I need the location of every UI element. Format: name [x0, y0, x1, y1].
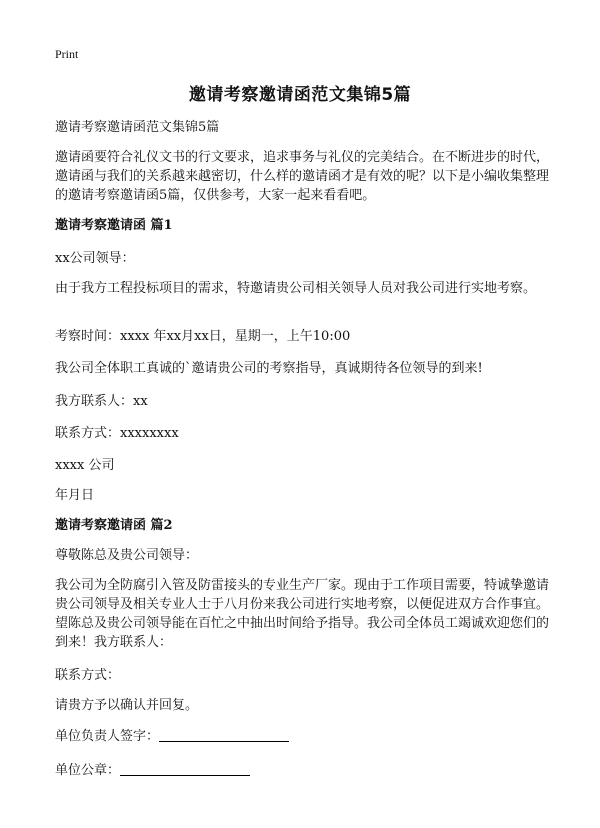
section-1-closing: 我公司全体职工真诚的`邀请贵公司的考察指导，真诚期待各位领导的到来! — [55, 361, 483, 376]
section-1-company: xxxx 公司 — [55, 458, 115, 473]
section-2-heading: 邀请考察邀请函 篇2 — [55, 518, 173, 533]
section-1-date: 年月日 — [55, 488, 95, 503]
seal-line — [120, 763, 250, 776]
section-2-body: 我公司为全防腐引入管及防雷接头的专业生产厂家。现由于工作项目需要，特诚挚邀请贵公司领导及相关专业人士于八月份来我公司进行实地考察，以便促进双方合作事宜。望陈总及贵公司领导能在百忙之中抽出时间给予指导。我公司全体员工竭诚欢迎您们的到来！我方联系人： — [55, 578, 550, 650]
section-2-salutation: 尊敬陈总及贵公司领导： — [55, 548, 199, 563]
section-1-body: 由于我方工程投标项目的需求，特邀请贵公司相关领导人员对我公司进行实地考察。 — [55, 281, 537, 296]
signature-line — [159, 729, 289, 742]
section-2-reply-request: 请贵方予以确认并回复。 — [55, 698, 199, 713]
section-2-contact-method: 联系方式： — [55, 668, 121, 683]
section-1-contact-method: 联系方式：xxxxxxxx — [55, 426, 179, 441]
document-title: 邀请考察邀请函范文集锦5篇 — [188, 85, 412, 105]
document-subtitle: 邀请考察邀请函范文集锦5篇 — [55, 120, 220, 135]
signature-row — [55, 727, 555, 746]
intro-paragraph: 邀请函要符合礼仪文书的行文要求，追求事务与礼仪的完美结合。在不断进步的时代，邀请函与我们的关系越来越密切，什么样的邀请函才是有效的呢？以下是小编收集整理的邀请考察邀请函5篇，仅供参考，大家一起来看看吧。 — [55, 150, 550, 203]
seal-label: 单位公章： — [55, 763, 121, 778]
signature-label: 单位负责人签字： — [55, 729, 160, 744]
print-label: Print — [55, 47, 79, 61]
section-1-heading: 邀请考察邀请函 篇1 — [55, 218, 173, 233]
section-1-contact-person: 我方联系人：xx — [55, 394, 148, 409]
section-1-salutation: xx公司领导： — [55, 251, 135, 266]
section-1-time: 考察时间：xxxx 年xx月xx日，星期一，上午10:00 — [55, 329, 351, 344]
seal-row — [55, 761, 555, 780]
